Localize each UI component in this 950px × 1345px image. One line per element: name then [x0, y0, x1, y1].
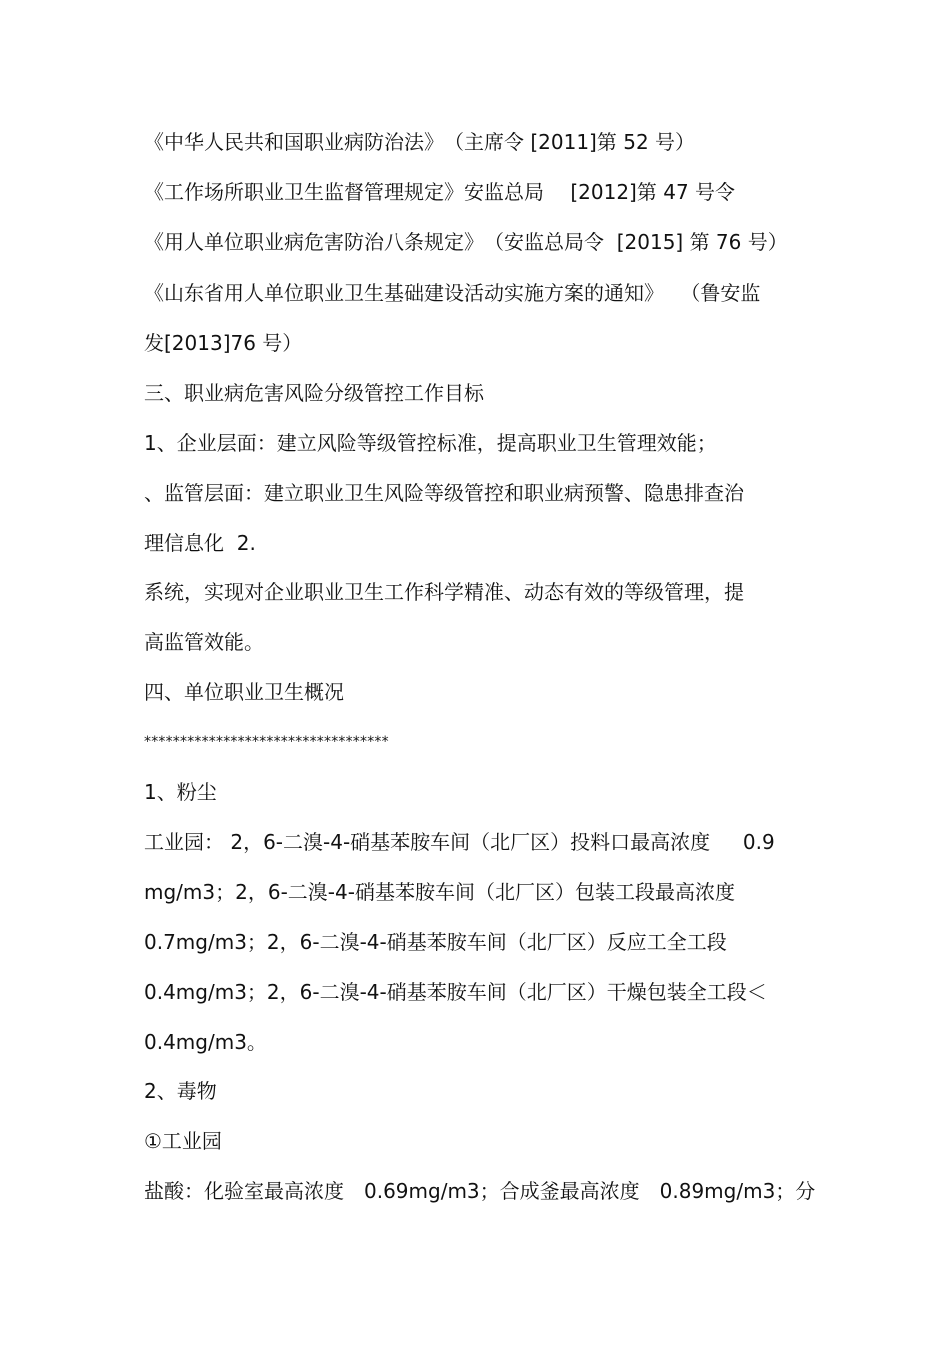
section-heading-4: 四、单位职业卫生概况	[144, 680, 344, 704]
subheading-toxic: 2、毒物	[144, 1079, 217, 1103]
subheading-dust: 1、粉尘	[144, 780, 217, 804]
text-line-law-4: 《山东省用人单位职业卫生基础建设活动实施方案的通知》 （鲁安监	[144, 281, 761, 305]
text-line-law-3: 《用人单位职业病危害防治八条规定》 （安监总局令 [2015] 第 76 号）	[144, 230, 788, 254]
text-line-dust-4: 0.4mg/m3；2，6-二溴-4-硝基苯胺车间（北厂区）干燥包装全工段＜	[144, 980, 767, 1004]
text-line-law-2: 《工作场所职业卫生监督管理规定》安监总局 [2012]第 47 号令	[144, 180, 736, 204]
asterisk-separator: **********************************	[144, 734, 389, 750]
subheading-industrial-park: ①工业园	[144, 1129, 222, 1153]
text-line-goal-2: 、监管层面：建立职业卫生风险等级管控和职业病预警、隐患排查治	[144, 481, 744, 505]
text-line-goal-1: 1、企业层面：建立风险等级管控标准，提高职业卫生管理效能；	[144, 431, 717, 455]
text-line-law-1: 《中华人民共和国职业病防治法》 （主席令 [2011]第 52 号）	[144, 130, 696, 154]
text-line-hydrochloric-acid: 盐酸：化验室最高浓度 0.69mg/m3；合成釜最高浓度 0.89mg/m3；分	[144, 1179, 816, 1203]
text-line-dust-2: mg/m3；2，6-二溴-4-硝基苯胺车间（北厂区）包装工段最高浓度	[144, 880, 735, 904]
text-line-dust-5: 0.4mg/m3。	[144, 1030, 267, 1054]
text-line-dust-1: 工业园： 2，6-二溴-4-硝基苯胺车间（北厂区）投料口最高浓度 0.9	[144, 830, 775, 854]
section-heading-3: 三、职业病危害风险分级管控工作目标	[144, 381, 484, 405]
text-line-goal-3-cont: 高监管效能。	[144, 630, 264, 654]
text-line-law-4-cont: 发[2013]76 号）	[144, 331, 303, 355]
text-line-dust-3: 0.7mg/m3；2，6-二溴-4-硝基苯胺车间（北厂区）反应工全工段	[144, 930, 727, 954]
text-line-goal-2-cont: 理信息化 2.	[144, 531, 256, 555]
text-line-goal-3: 系统，实现对企业职业卫生工作科学精准、动态有效的等级管理，提	[144, 580, 744, 604]
